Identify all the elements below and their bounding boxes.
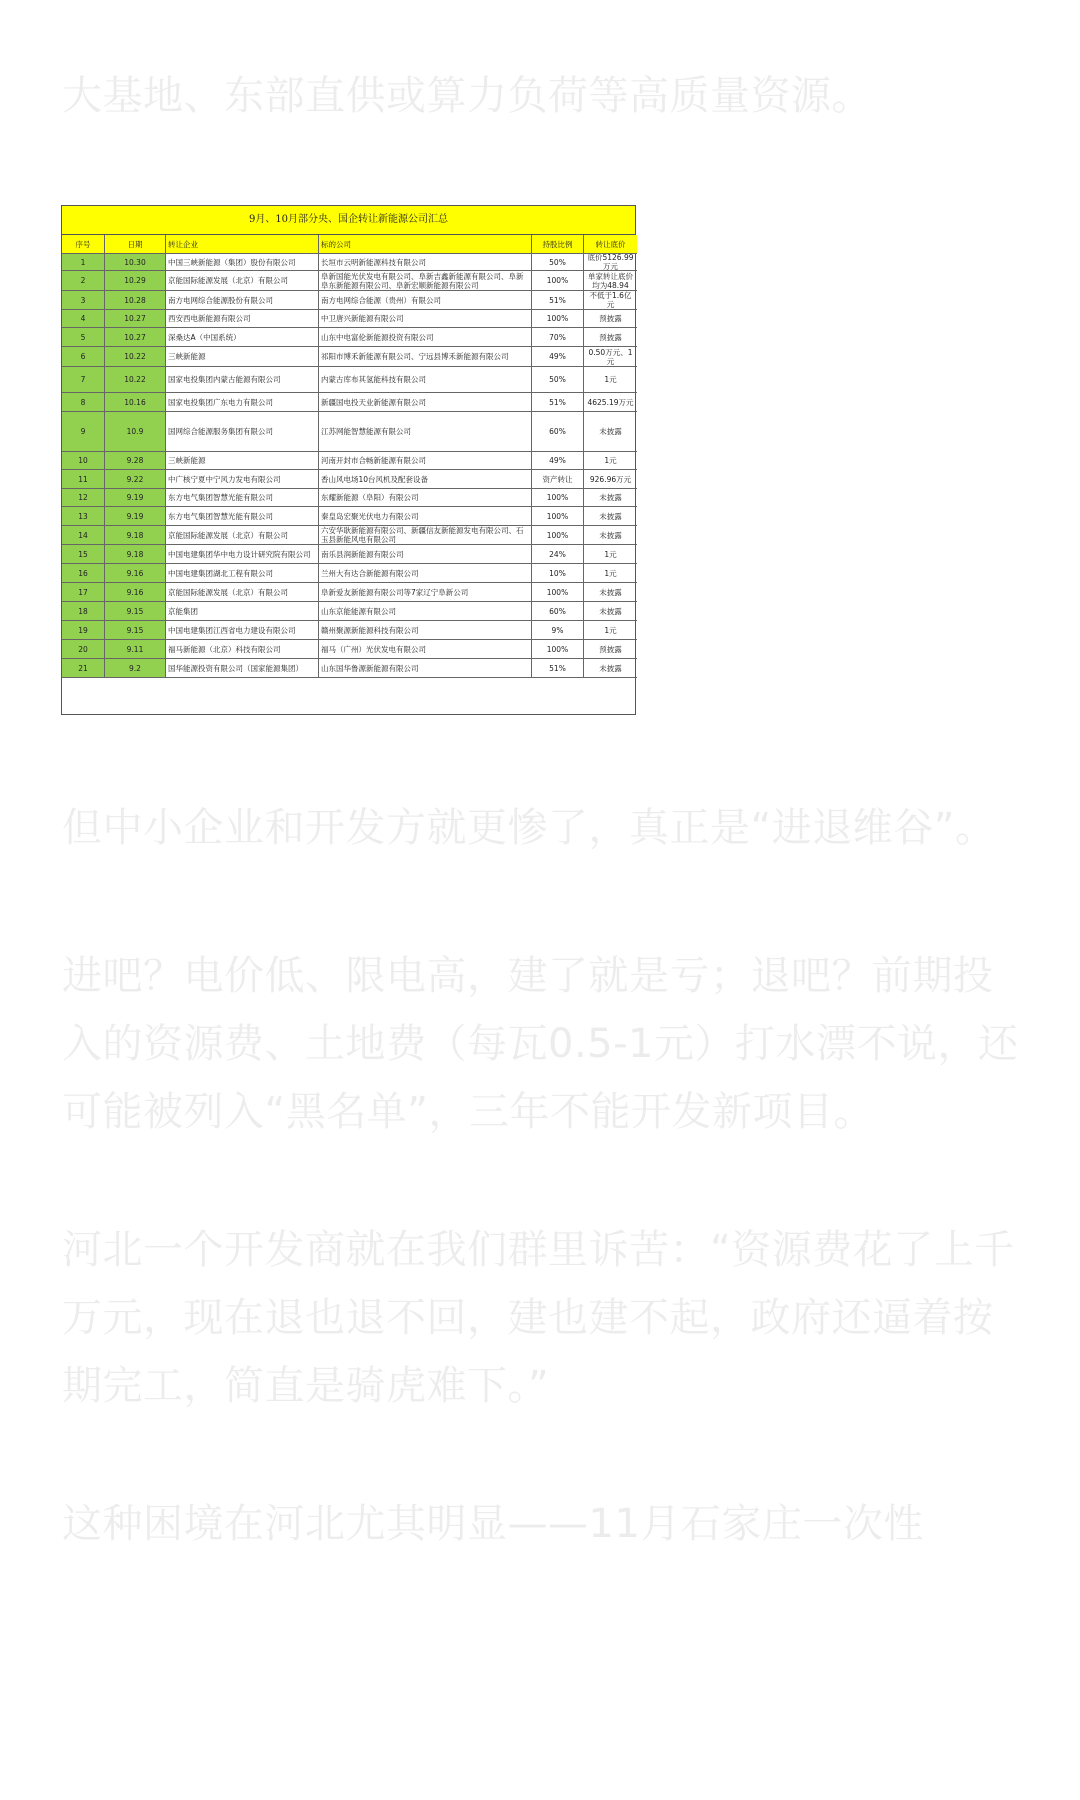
table-cell-stake: 100% [532,526,584,545]
table-cell-index: 3 [62,291,105,310]
table-cell-target: 山东中电富伦新能源投资有限公司 [319,328,532,347]
table-cell-price: 预披露 [584,328,637,347]
table-cell-stake: 51% [532,291,584,310]
table-cell-stake: 100% [532,640,584,659]
table-cell-date: 9.22 [105,470,166,489]
table-cell-seller: 南方电网综合能源股份有限公司 [166,291,319,310]
table-cell-date: 9.19 [105,489,166,507]
table-cell-target: 阜新国能光伏发电有限公司、阜新吉鑫新能源有限公司、阜新阜东新能源有限公司、阜新宏顺新能源有限公司 [319,271,532,291]
header-price: 转让底价 [584,235,637,254]
table-cell-price: 未披露 [584,507,637,526]
table-cell-price: 1元 [584,452,637,470]
table-cell-target: 东耀新能源（阜阳）有限公司 [319,489,532,507]
table-cell-price: 未披露 [584,526,637,545]
table-cell-index: 2 [62,271,105,291]
table-cell-seller: 中国电建集团华中电力设计研究院有限公司 [166,545,319,564]
table-cell-seller: 福马新能源（北京）科技有限公司 [166,640,319,659]
table-cell-seller: 三峡新能源 [166,347,319,367]
table-cell-stake: 资产转让 [532,470,584,489]
table-cell-stake: 50% [532,254,584,271]
table-cell-target: 兰州大有达合新能源有限公司 [319,564,532,583]
table-cell-index: 6 [62,347,105,367]
table-cell-index: 5 [62,328,105,347]
table-grid [62,235,635,678]
transfer-summary-table [61,205,636,715]
table-cell-price: 单家转让底价均为48.94 [584,271,637,291]
table-cell-stake: 60% [532,412,584,452]
table-cell-price: 未披露 [584,659,637,678]
paragraph-intro: 大基地、东部直供或算力负荷等高质量资源。 [62,73,872,119]
header-target: 标的公司 [319,235,532,254]
header-seller: 转让企业 [166,235,319,254]
table-cell-date: 10.22 [105,367,166,393]
table-cell-stake: 49% [532,347,584,367]
table-cell-price: 1元 [584,367,637,393]
table-cell-price: 未披露 [584,602,637,621]
table-cell-stake: 24% [532,545,584,564]
paragraph-advance-retreat: 进吧？电价低、限电高，建了就是亏；退吧？前期投入的资源费、土地费（每瓦0.5-1元）打水漂不说，还可能被列入“黑名单”，三年不能开发新项目。 [62,953,1019,1135]
table-cell-index: 1 [62,254,105,271]
table-cell-target: 南乐县润新能源有限公司 [319,545,532,564]
table-cell-seller: 国华能源投资有限公司（国家能源集团） [166,659,319,678]
table-cell-date: 10.28 [105,291,166,310]
table-cell-price: 1元 [584,545,637,564]
table-cell-index: 14 [62,526,105,545]
table-cell-seller: 东方电气集团智慧光能有限公司 [166,507,319,526]
table-cell-stake: 50% [532,367,584,393]
table-cell-seller: 京能国际能源发展（北京）有限公司 [166,583,319,602]
table-cell-date: 9.16 [105,564,166,583]
table-cell-index: 20 [62,640,105,659]
table-cell-target: 秦皇岛宏聚光伏电力有限公司 [319,507,532,526]
table-cell-seller: 东方电气集团智慧光能有限公司 [166,489,319,507]
table-cell-date: 9.28 [105,452,166,470]
table-cell-index: 16 [62,564,105,583]
table-cell-date: 9.15 [105,621,166,640]
header-date: 日期 [105,235,166,254]
table-cell-stake: 51% [532,659,584,678]
table-cell-stake: 100% [532,310,584,328]
table-cell-price: 未披露 [584,412,637,452]
table-cell-price: 1元 [584,564,637,583]
table-cell-stake: 70% [532,328,584,347]
table-cell-index: 7 [62,367,105,393]
table-cell-seller: 京能国际能源发展（北京）有限公司 [166,271,319,291]
table-cell-target: 内蒙古库布其氢能科技有限公司 [319,367,532,393]
table-cell-target: 山东京能能源有限公司 [319,602,532,621]
table-cell-price: 不低于1.6亿元 [584,291,637,310]
table-cell-seller: 国家电投集团广东电力有限公司 [166,393,319,412]
table-cell-stake: 51% [532,393,584,412]
table-cell-price: 0.50万元、1元 [584,347,637,367]
table-cell-date: 10.27 [105,328,166,347]
table-cell-date: 10.9 [105,412,166,452]
table-cell-stake: 100% [532,507,584,526]
paragraph-hebei-quote: 河北一个开发商就在我们群里诉苦：“资源费花了上千万元，现在退也退不回，建也建不起，政府还逼着按期完工，简直是骑虎难下。” [62,1227,1015,1409]
table-cell-seller: 京能集团 [166,602,319,621]
table-cell-target: 南方电网综合能源（贵州）有限公司 [319,291,532,310]
table-cell-target: 赣州聚源新能源科技有限公司 [319,621,532,640]
header-index: 序号 [62,235,105,254]
table-cell-date: 9.18 [105,545,166,564]
table-cell-stake: 100% [532,583,584,602]
table-cell-date: 9.19 [105,507,166,526]
table-cell-index: 12 [62,489,105,507]
table-cell-date: 9.11 [105,640,166,659]
header-stake: 持股比例 [532,235,584,254]
table-cell-date: 10.22 [105,347,166,367]
table-cell-target: 香山风电场10台风机及配套设备 [319,470,532,489]
paragraph-dilemma: 但中小企业和开发方就更惨了，真正是“进退维谷”。 [62,805,996,851]
table-cell-seller: 京能国际能源发展（北京）有限公司 [166,526,319,545]
table-cell-stake: 9% [532,621,584,640]
table-cell-date: 10.16 [105,393,166,412]
table-cell-target: 阜新爱友新能源有限公司等7家辽宁阜新公司 [319,583,532,602]
table-cell-seller: 中广核宁夏中宁风力发电有限公司 [166,470,319,489]
table-cell-index: 21 [62,659,105,678]
table-cell-index: 13 [62,507,105,526]
table-cell-date: 9.16 [105,583,166,602]
table-cell-stake: 100% [532,271,584,291]
table-cell-target: 江苏网能智慧能源有限公司 [319,412,532,452]
table-cell-seller: 深桑达A（中国系统） [166,328,319,347]
table-cell-target: 河南开封市合畅新能源有限公司 [319,452,532,470]
table-cell-target: 山东国华鲁源新能源有限公司 [319,659,532,678]
table-cell-seller: 西安西电新能源有限公司 [166,310,319,328]
table-cell-seller: 中国电建集团湖北工程有限公司 [166,564,319,583]
table-cell-price: 底价5126.99万元 [584,254,637,271]
table-cell-target: 祁阳市博禾新能源有限公司、宁远县博禾新能源有限公司 [319,347,532,367]
table-cell-stake: 100% [532,489,584,507]
table-cell-index: 19 [62,621,105,640]
table-cell-index: 4 [62,310,105,328]
table-cell-stake: 49% [532,452,584,470]
paragraph-shijiazhuang: 这种困境在河北尤其明显——11月石家庄一次性 [62,1501,924,1547]
table-cell-index: 10 [62,452,105,470]
table-cell-price: 926.96万元 [584,470,637,489]
table-cell-price: 预披露 [584,310,637,328]
table-cell-stake: 60% [532,602,584,621]
table-cell-target: 中卫唐兴新能源有限公司 [319,310,532,328]
table-cell-date: 10.27 [105,310,166,328]
table-cell-date: 9.18 [105,526,166,545]
table-title: 9月、10月部分央、国企转让新能源公司汇总 [62,206,635,235]
table-cell-date: 10.30 [105,254,166,271]
table-cell-date: 10.29 [105,271,166,291]
table-cell-target: 长垣市云明新能源科技有限公司 [319,254,532,271]
table-cell-target: 福马（广州）光伏发电有限公司 [319,640,532,659]
table-cell-seller: 中国电建集团江西省电力建设有限公司 [166,621,319,640]
table-cell-seller: 国网综合能源服务集团有限公司 [166,412,319,452]
table-cell-price: 未披露 [584,583,637,602]
table-cell-index: 17 [62,583,105,602]
table-cell-date: 9.15 [105,602,166,621]
table-cell-index: 11 [62,470,105,489]
table-cell-index: 15 [62,545,105,564]
table-cell-seller: 三峡新能源 [166,452,319,470]
table-cell-index: 8 [62,393,105,412]
table-cell-index: 18 [62,602,105,621]
table-cell-index: 9 [62,412,105,452]
table-cell-price: 4625.19万元 [584,393,637,412]
table-cell-price: 未披露 [584,489,637,507]
table-cell-seller: 中国三峡新能源（集团）股份有限公司 [166,254,319,271]
table-cell-target: 六安华耿新能源有限公司、新疆信友新能源发电有限公司、石玉县新能风电有限公司 [319,526,532,545]
table-cell-date: 9.2 [105,659,166,678]
table-cell-price: 预披露 [584,640,637,659]
table-cell-target: 新疆国电投天业新能源有限公司 [319,393,532,412]
table-cell-price: 1元 [584,621,637,640]
table-cell-seller: 国家电投集团内蒙古能源有限公司 [166,367,319,393]
table-cell-stake: 10% [532,564,584,583]
